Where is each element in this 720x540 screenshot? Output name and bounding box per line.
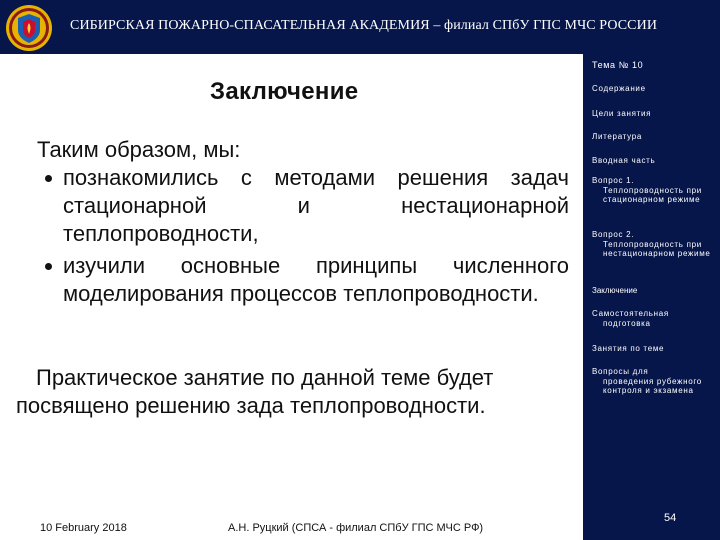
bullet-text: познакомились с методами решения задач стационарной и нестационарной теплопроводности, bbox=[63, 165, 569, 246]
sidebar-item-sublabel: Теплопроводность при нестационарном режиме bbox=[603, 239, 711, 258]
sidebar-item-sublabel: проведения рубежного контроля и экзамена bbox=[603, 376, 702, 395]
sidebar-item-label: Содержание bbox=[592, 84, 646, 93]
sidebar-item-label: Цели занятия bbox=[592, 109, 652, 118]
sidebar-item-self-study[interactable] bbox=[592, 309, 717, 328]
sidebar-item-sublabel: подготовка bbox=[603, 318, 651, 328]
sidebar-item-goals[interactable] bbox=[592, 109, 651, 119]
sidebar-item-question-1[interactable] bbox=[592, 176, 717, 205]
bullet-text: изучили основные принципы численного моделирования процессов теплопроводности. bbox=[63, 253, 569, 306]
sidebar-item-intro[interactable] bbox=[592, 156, 655, 166]
header-bar bbox=[0, 0, 720, 54]
sidebar-item-label: Самостоятельная bbox=[592, 309, 669, 318]
sidebar-item-label: Литература bbox=[592, 132, 643, 141]
bullet-item bbox=[37, 164, 569, 248]
footer-author: А.Н. Руцкий (СПСА - филиал СПбУ ГПС МЧС РФ) bbox=[228, 522, 484, 534]
sidebar-item-label: Вопросы для bbox=[592, 367, 649, 376]
sidebar-panel bbox=[583, 54, 720, 540]
sidebar-item-label: Вводная часть bbox=[592, 156, 656, 165]
bullet-dot-icon bbox=[45, 175, 52, 182]
footer-date: 10 February 2018 bbox=[40, 522, 127, 534]
bullet-dot-icon bbox=[45, 263, 52, 270]
header-title: СИБИРСКАЯ ПОЖАРНО-СПАСАТЕЛЬНАЯ АКАДЕМИЯ – филиал СПбУ ГПС МЧС РОССИИ bbox=[70, 18, 658, 33]
academy-emblem-icon bbox=[5, 4, 53, 52]
sidebar-item-label: Вопрос 2. bbox=[592, 230, 635, 239]
page-number: 54 bbox=[664, 512, 677, 524]
slide-title: Заключение bbox=[210, 78, 359, 105]
sidebar-item-topic-lessons[interactable] bbox=[592, 344, 664, 354]
sidebar-item-label: Вопрос 1. bbox=[592, 176, 635, 185]
conclusion-text: Практическое занятие по данной теме будет посвящено решению зада теплопроводности. bbox=[16, 365, 494, 418]
sidebar-item-literature[interactable] bbox=[592, 132, 642, 142]
sidebar-item-label: Заключение bbox=[592, 286, 638, 295]
sidebar-item-exam-questions[interactable] bbox=[592, 367, 717, 396]
sidebar-topic: Тема № 10 bbox=[592, 60, 644, 70]
sidebar-item-label: Занятия по теме bbox=[592, 344, 665, 353]
sidebar-item-conclusion[interactable] bbox=[592, 286, 637, 296]
sidebar-item-sublabel: Теплопроводность при стационарном режиме bbox=[603, 185, 702, 204]
sidebar-item-question-2[interactable] bbox=[592, 230, 717, 259]
intro-text: Таким образом, мы: bbox=[37, 137, 241, 162]
sidebar-item-contents[interactable] bbox=[592, 84, 646, 94]
bullet-item bbox=[37, 252, 569, 308]
